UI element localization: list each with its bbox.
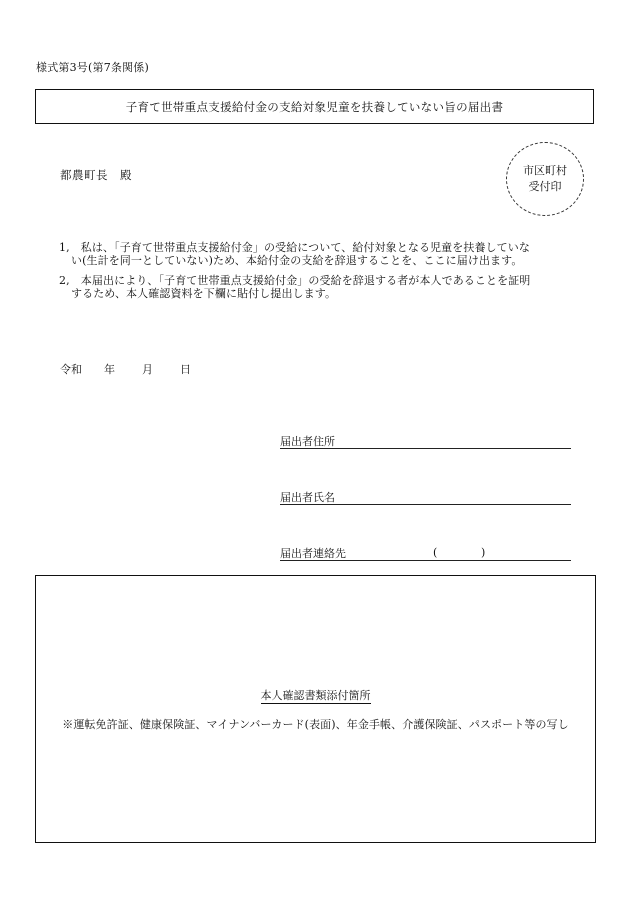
- name-field[interactable]: [280, 490, 571, 505]
- contact-paren-close: ): [481, 546, 486, 559]
- document-title: 子育て世帯重点支援給付金の支給対象児童を扶養していない旨の届出書: [125, 99, 504, 114]
- name-label: 届出者氏名: [280, 491, 335, 504]
- date-year: 年: [104, 363, 115, 376]
- stamp-line-2: 受付印: [528, 180, 562, 193]
- statement-1-line-2: い(生計を同一としていない)ため、本給付金の支給を辞退することを、ここに届け出ます。: [71, 254, 523, 267]
- date-era: 令和: [60, 363, 82, 376]
- statement-2-line-2: するため、本人確認資料を下欄に貼付し提出します。: [71, 287, 337, 300]
- contact-paren-open: (: [433, 546, 438, 559]
- addressee: 都農町長 殿: [60, 168, 132, 182]
- attachment-title-row: [35, 687, 596, 703]
- statement-1-line-1: 1, 私は、「子育て世帯重点支援給付金」の受給について、給付対象となる児童を扶養していな: [59, 241, 530, 254]
- id-document-attachment-box: [35, 575, 596, 843]
- date-month: 月: [142, 363, 153, 376]
- stamp-line-1: 市区町村: [523, 164, 567, 177]
- contact-field[interactable]: [280, 546, 571, 561]
- address-label: 届出者住所: [280, 435, 335, 448]
- attachment-note: ※運転免許証、健康保険証、マイナンバーカード(表面)、年金手帳、介護保険証、パスポート等の写し: [62, 718, 569, 731]
- form-number: 様式第3号(第7条関係): [36, 61, 149, 74]
- attachment-title: 本人確認書類添付箇所: [260, 689, 371, 702]
- address-field[interactable]: [280, 434, 571, 449]
- reception-stamp-area: [506, 142, 584, 216]
- statement-2-line-1: 2, 本届出により、「子育て世帯重点支援給付金」の受給を辞退する者が本人であることを証明: [59, 274, 531, 287]
- date-day: 日: [180, 363, 191, 376]
- contact-label: 届出者連絡先: [280, 547, 346, 560]
- document-title-box: [35, 89, 594, 124]
- date-row: [60, 361, 191, 377]
